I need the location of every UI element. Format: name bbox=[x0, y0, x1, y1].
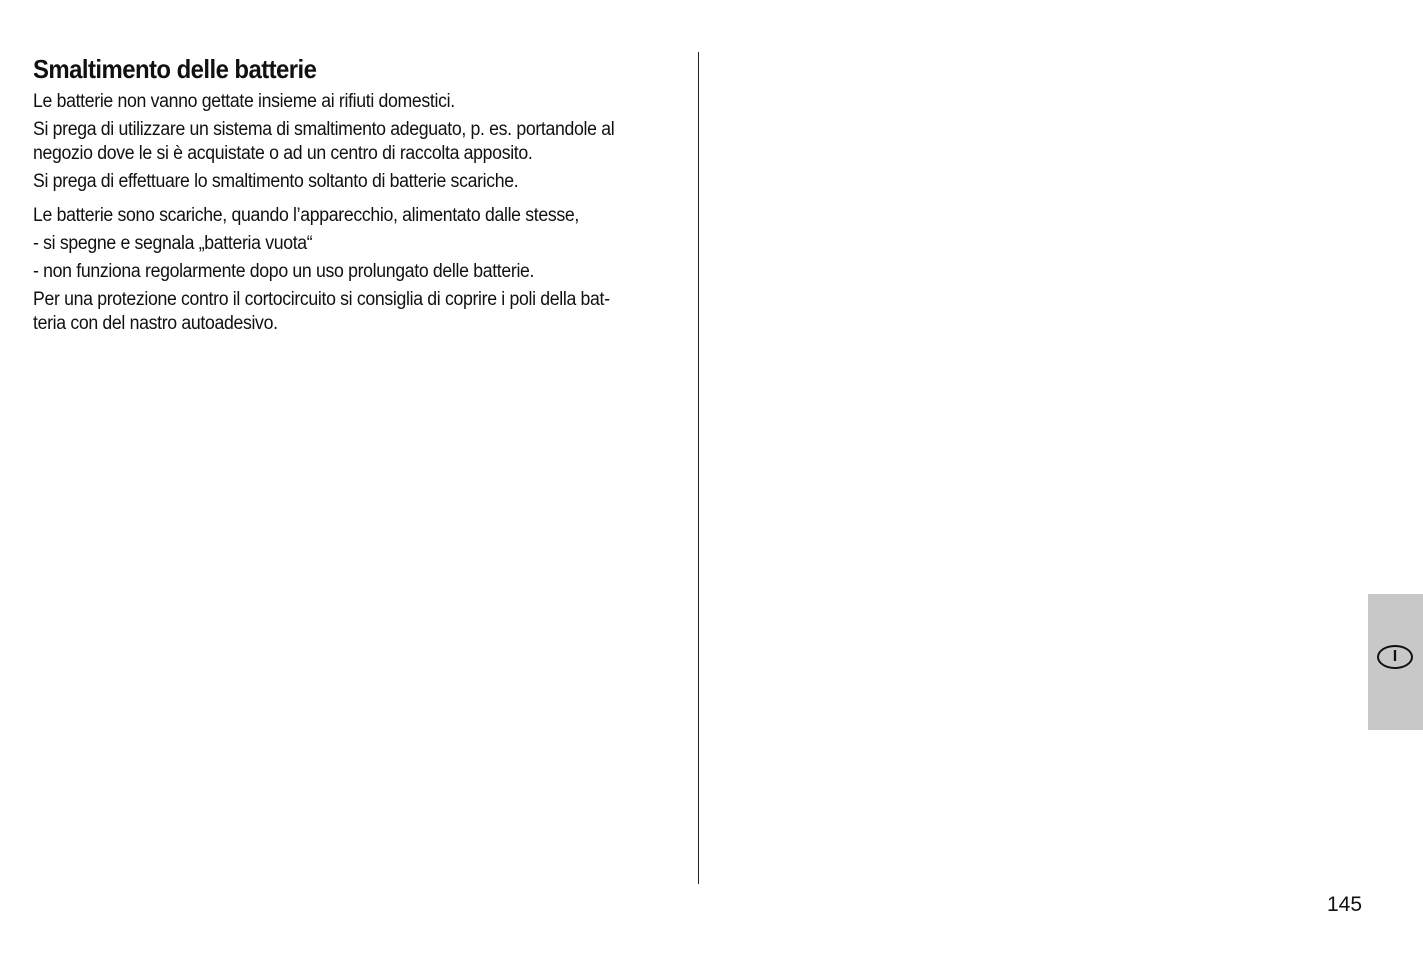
language-code: I bbox=[1392, 648, 1398, 665]
paragraph-household-waste bbox=[33, 90, 684, 114]
list-item-battery-empty bbox=[33, 232, 684, 256]
paragraph-disposal-system bbox=[33, 118, 684, 166]
text-column bbox=[33, 52, 683, 340]
text-line: Si prega di effettuare lo smaltimento soltanto di batterie scariche. bbox=[33, 171, 519, 192]
text-line: Si prega di utilizzare un sistema di smaltimento adeguato, p. es. portandole al bbox=[33, 119, 615, 140]
page-number: 145 bbox=[1327, 893, 1363, 916]
language-tab bbox=[1368, 594, 1423, 730]
text-line: Le batterie non vanno gettate insieme ai rifiuti domestici. bbox=[33, 91, 455, 112]
text-line: negozio dove le si è acquistate o ad un centro di raccolta apposito. bbox=[33, 143, 533, 164]
paragraph-short-circuit bbox=[33, 288, 684, 336]
column-divider bbox=[698, 52, 699, 884]
text-line: - si spegne e segnala „batteria vuota“ bbox=[33, 233, 313, 254]
text-line: - non funziona regolarmente dopo un uso prolungato delle batterie. bbox=[33, 261, 535, 282]
list-item-not-working bbox=[33, 260, 684, 284]
text-line: teria con del nastro autoadesivo. bbox=[33, 313, 278, 334]
text-line: Per una protezione contro il cortocircuito si consiglia di coprire i poli della bat- bbox=[33, 289, 610, 310]
paragraph-when-discharged bbox=[33, 204, 684, 228]
text-line: Le batterie sono scariche, quando l’apparecchio, alimentato dalle stesse, bbox=[33, 205, 579, 226]
paragraph-discharged-only bbox=[33, 170, 684, 194]
section-heading: Smaltimento delle batterie bbox=[33, 54, 317, 84]
language-badge bbox=[1377, 645, 1413, 669]
